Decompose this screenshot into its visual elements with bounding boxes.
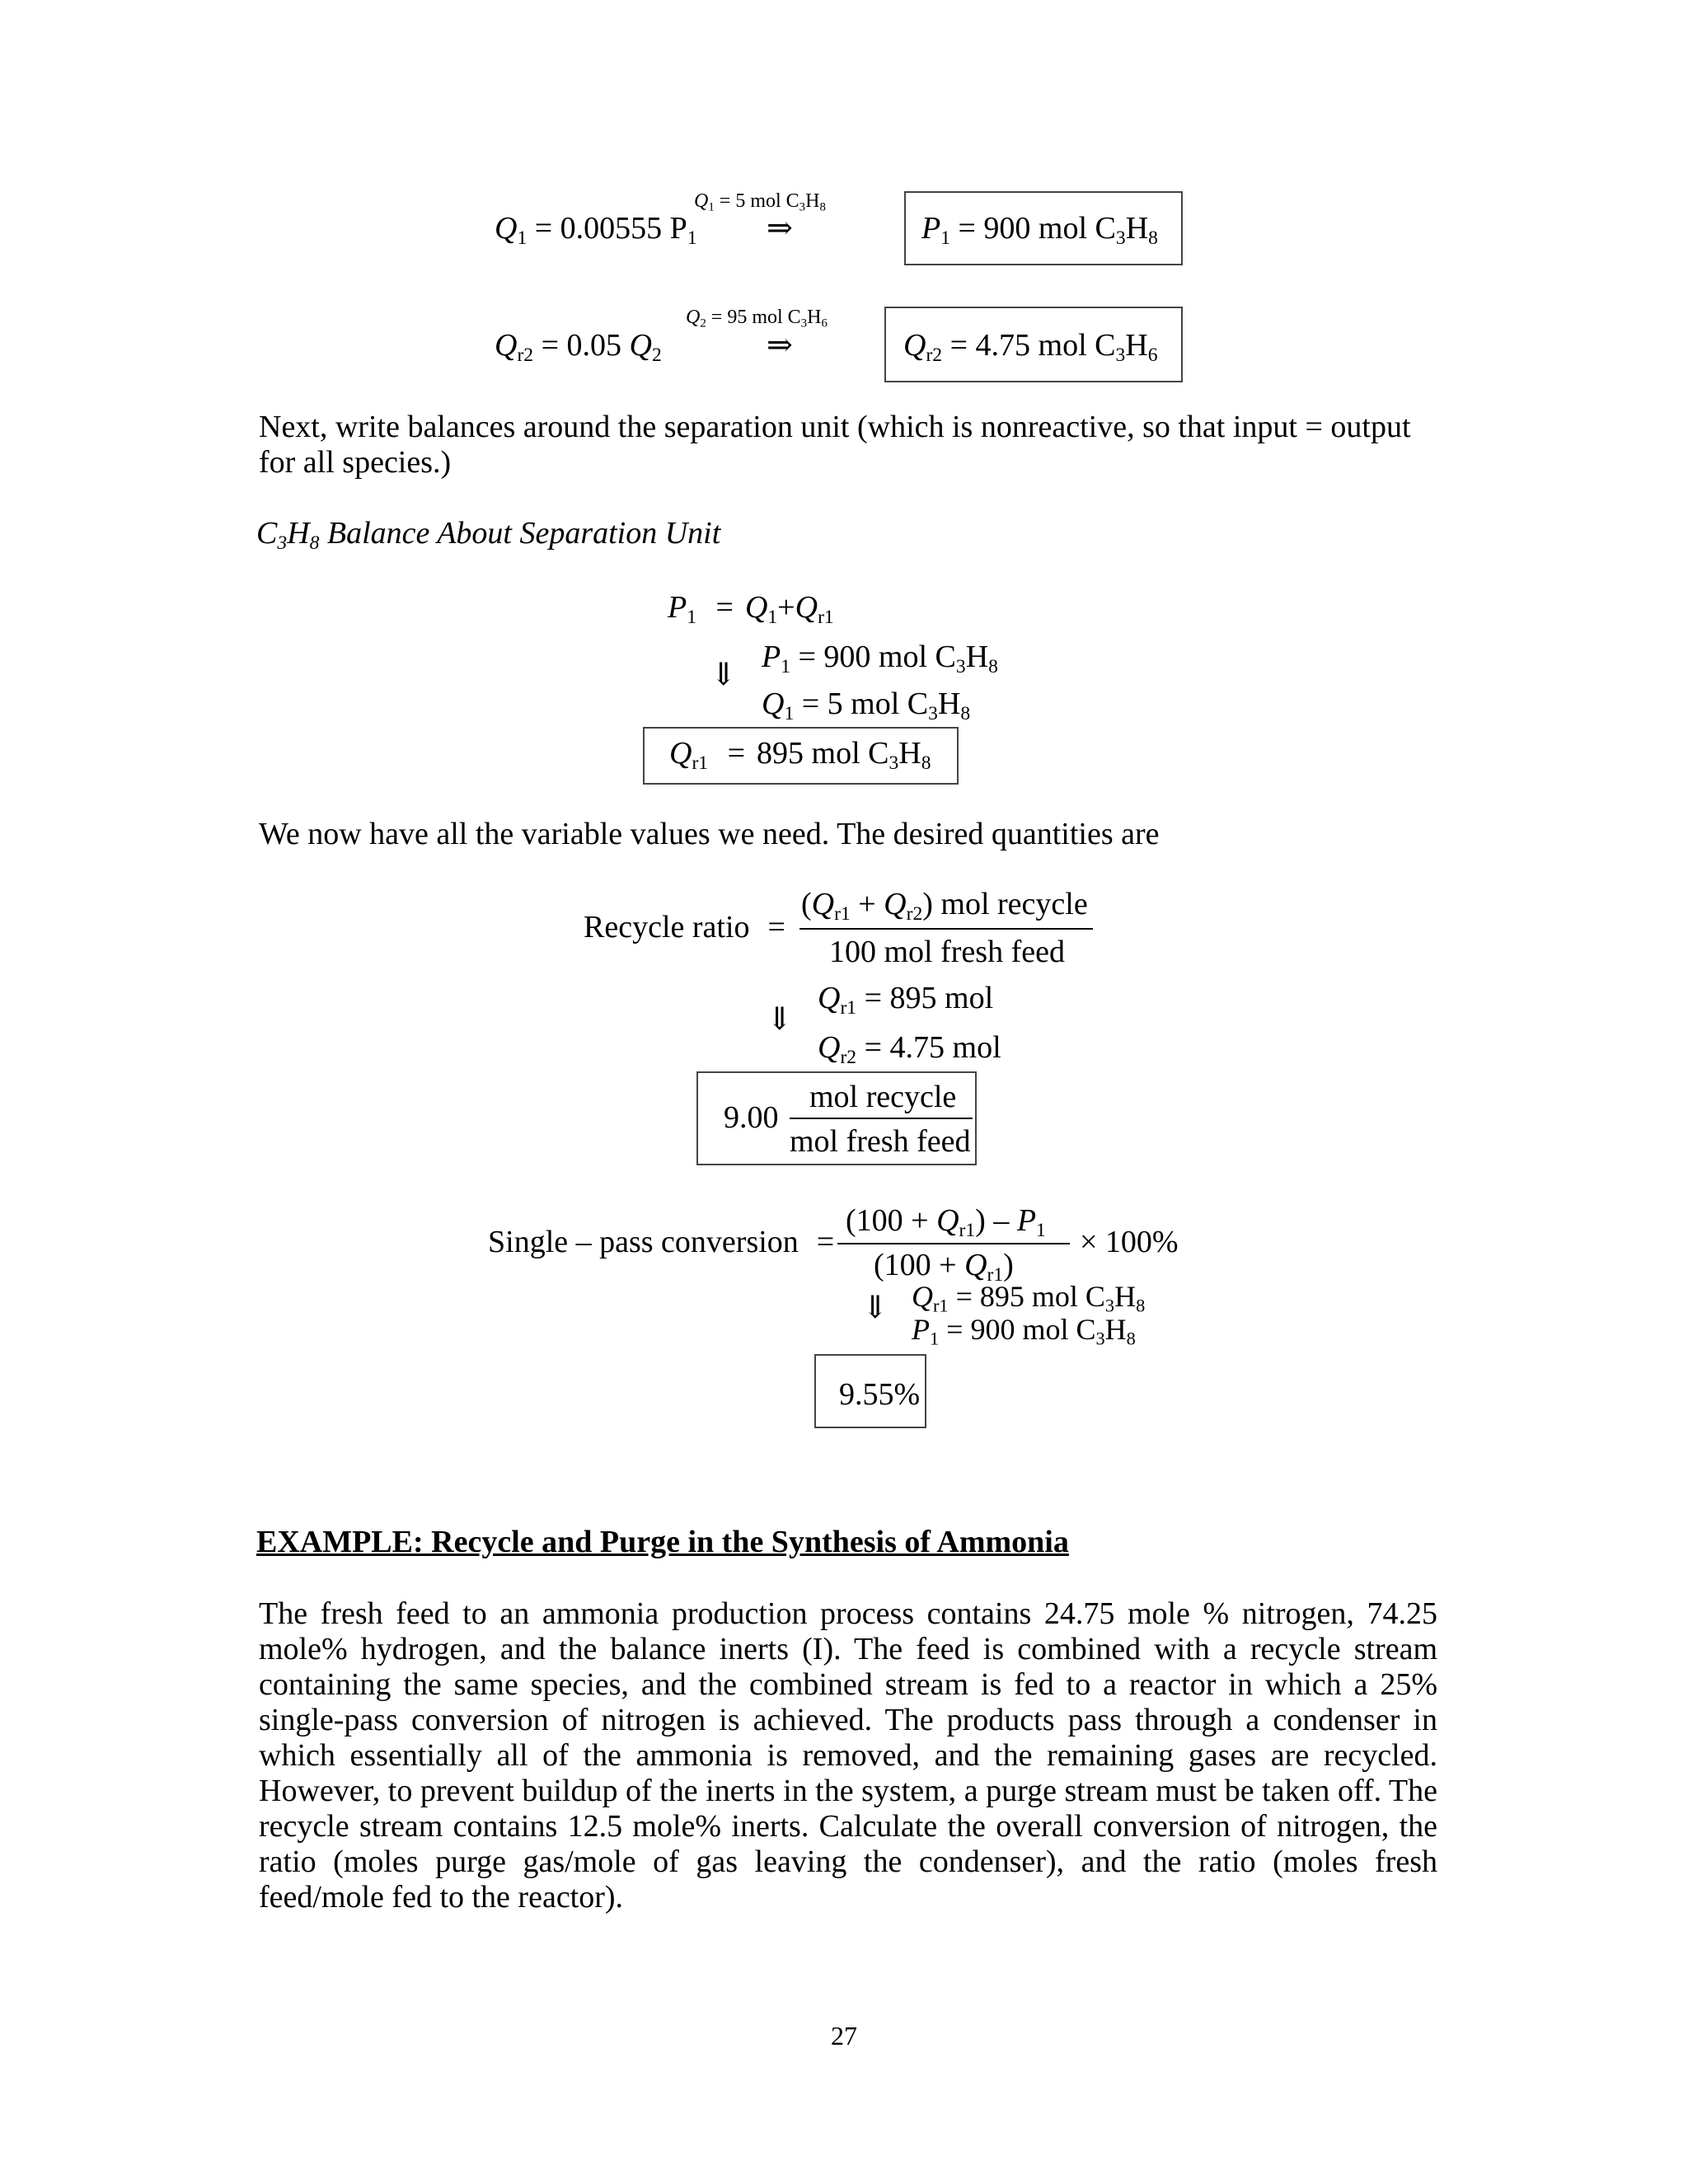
eq-var: Q	[744, 590, 768, 625]
eq-sub: r2	[926, 344, 943, 367]
recycle-given-qr2	[818, 1032, 1001, 1068]
eq-text: ) –	[975, 1203, 1017, 1238]
eq-text: = 5 mol C	[719, 190, 799, 212]
implies-arrow-icon: ⇒	[767, 328, 793, 363]
eq-text: H	[805, 190, 820, 212]
down-arrow-icon: ⇓	[862, 1291, 889, 1325]
heading-text: C	[256, 516, 278, 551]
eq-sub: r2	[517, 344, 534, 367]
fraction-bar	[799, 928, 1093, 930]
balance-given-q1	[762, 688, 970, 724]
eq-sub: 3	[889, 752, 899, 775]
eq-text: Recycle ratio	[584, 910, 750, 944]
eq-var: Q	[686, 307, 701, 328]
eq-var: Q	[762, 687, 785, 721]
eq-sub: r1	[692, 752, 709, 775]
balance-given-p1	[762, 641, 998, 677]
eq-text: Single – pass conversion	[488, 1225, 799, 1259]
eq-sub: r1	[834, 903, 851, 926]
eq-var: P	[912, 1313, 930, 1346]
eq-sub: 3	[928, 703, 938, 725]
eq-text: 895 mol C	[757, 736, 889, 771]
eq-sub: 1	[1036, 1220, 1046, 1242]
eq-sub: 1	[687, 227, 697, 250]
fraction-bar	[790, 1118, 973, 1119]
eq-text: = 900 mol C	[946, 1313, 1096, 1346]
eq-sub: r1	[959, 1220, 976, 1242]
recycle-given-qr1	[818, 982, 993, 1019]
eq-text: =	[816, 1225, 835, 1259]
eq-sub: 3	[1095, 1328, 1105, 1349]
eq-sub: 1	[940, 227, 950, 250]
heading-sub: 3	[277, 532, 288, 555]
eq-var: Q	[629, 328, 652, 363]
eq-text: H	[937, 687, 961, 721]
eq-var: P	[921, 211, 941, 246]
eq-var: Q	[495, 328, 518, 363]
single-pass-given-qr1	[912, 1282, 1145, 1315]
eq-sub: 6	[1147, 344, 1158, 367]
eq-var: Q	[811, 887, 835, 921]
single-pass-times-100: × 100%	[1080, 1225, 1179, 1259]
eq-sub: r1	[933, 1295, 949, 1316]
heading-text: Balance About Separation Unit	[319, 516, 721, 551]
eq1-result	[921, 213, 1158, 249]
eq-text: =	[767, 910, 785, 944]
eq-text: = 900 mol C	[798, 640, 956, 674]
eq-var: Q	[903, 328, 926, 363]
eq-sub: 6	[821, 316, 828, 330]
eq-text: H	[1125, 328, 1148, 363]
eq-sub: r2	[906, 903, 923, 926]
eq-text: = 0.00555 P	[534, 211, 687, 246]
eq-text: H	[1125, 211, 1149, 246]
eq-sub: 3	[1104, 1295, 1115, 1316]
single-pass-result: 9.55%	[839, 1377, 921, 1412]
eq-var: P	[668, 590, 687, 625]
eq-var: Q	[884, 887, 907, 921]
eq-sub: 8	[1148, 227, 1158, 250]
single-pass-label	[488, 1226, 834, 1258]
eq-sub: 1	[930, 1328, 940, 1349]
eq-text: H	[1114, 1280, 1137, 1313]
eq-text: H	[965, 640, 989, 674]
paragraph-ammonia-problem: The fresh feed to an ammonia production process contains 24.75 mole % nitrogen, 74.25 mole% hydrogen, and the balance inerts (I). The feed is combined with a recycle stream containing the same species, and the combined stream is fed to a reactor in which a 25% single-pass conversion of nitrogen is achieved. The products pass through a condenser in which essentially all of the ammonia is removed, and the remaining gases are recycled. However, to prevent buildup of the inerts in the system, a purge stream must be taken off. The recycle stream contains 12.5 mole% inerts. Calculate the overall conversion of nitrogen, the ratio (moles purge gas/mole of gas leaving the condenser), and the ratio (moles fresh feed/mole fed to the reactor).	[259, 1596, 1437, 1915]
eq-sub: 8	[819, 200, 826, 214]
recycle-ratio-label	[584, 912, 785, 943]
eq-text: +	[850, 887, 884, 921]
eq-var: Q	[818, 981, 841, 1015]
eq-var: Q	[669, 736, 692, 771]
eq-text: =	[715, 590, 734, 625]
single-pass-numerator	[846, 1205, 1046, 1241]
eq-var: Q	[818, 1030, 841, 1065]
eq-var: Q	[795, 590, 818, 625]
eq-text: = 4.75 mol	[864, 1030, 1001, 1065]
eq-text: = 4.75 mol C	[950, 328, 1116, 363]
eq-text: = 900 mol C	[958, 211, 1116, 246]
eq-sub: 3	[800, 316, 808, 330]
recycle-result-value: 9.00	[724, 1100, 779, 1135]
eq-sub: 1	[687, 607, 696, 629]
eq-text: ) mol recycle	[922, 887, 1088, 921]
eq-sub: 3	[799, 200, 806, 214]
fraction-bar	[837, 1243, 1070, 1244]
eq-var: Q	[964, 1248, 987, 1282]
eq-var: Q	[694, 190, 709, 212]
eq-sub: 8	[921, 752, 931, 775]
eq-text: (100 +	[874, 1248, 965, 1282]
eq-text: H	[807, 307, 822, 328]
eq-text: H	[898, 736, 921, 771]
eq-sub: 8	[960, 703, 971, 725]
eq-sub: 8	[1126, 1328, 1136, 1349]
eq-sub: 8	[988, 656, 998, 678]
paragraph-separation-intro: Next, write balances around the separation unit (which is nonreactive, so that input = output for all species.)	[259, 410, 1411, 480]
eq1-lhs	[495, 213, 697, 249]
eq2-condition	[686, 307, 828, 330]
eq-sub: r2	[840, 1047, 857, 1069]
eq-text: H	[1104, 1313, 1127, 1346]
recycle-result-denominator: mol fresh feed	[790, 1124, 971, 1159]
eq-sub: 1	[708, 200, 715, 214]
eq-text: = 895 mol	[864, 981, 994, 1015]
eq-sub: 1	[767, 607, 778, 629]
eq-text: +	[777, 590, 795, 625]
eq-sub: 8	[1136, 1295, 1146, 1316]
eq-text: = 0.05	[541, 328, 630, 363]
eq2-lhs	[495, 330, 662, 366]
eq-text: =	[727, 736, 746, 771]
section-heading-c3h8-balance	[256, 518, 720, 554]
balance-result	[669, 738, 931, 774]
eq-text: = 5 mol C	[801, 687, 929, 721]
eq-text: = 895 mol C	[955, 1280, 1105, 1313]
eq-var: P	[762, 640, 781, 674]
eq-sub: 1	[517, 227, 528, 250]
down-arrow-icon: ⇓	[710, 658, 737, 692]
eq-sub: 1	[784, 703, 795, 725]
eq-var: Q	[495, 211, 518, 246]
heading-sub: 8	[309, 532, 320, 555]
eq-var: Q	[912, 1280, 933, 1313]
eq-sub: r1	[840, 997, 857, 1019]
implies-arrow-icon: ⇒	[767, 211, 793, 246]
eq-sub: r1	[818, 607, 834, 629]
eq-var: Q	[936, 1203, 959, 1238]
eq-sub: 3	[1115, 227, 1126, 250]
eq-sub: r1	[987, 1264, 1004, 1286]
recycle-ratio-denominator: 100 mol fresh feed	[829, 935, 1065, 969]
eq-text: (	[801, 887, 812, 921]
eq-sub: 3	[955, 656, 966, 678]
eq2-result	[903, 330, 1158, 366]
recycle-result-numerator: mol recycle	[809, 1080, 957, 1114]
eq-text: (100 +	[846, 1203, 937, 1238]
page-number: 27	[831, 2021, 857, 2050]
recycle-ratio-numerator	[801, 888, 1088, 925]
eq-text: = 95 mol C	[710, 307, 801, 328]
eq-text: )	[1003, 1248, 1014, 1282]
eq-sub: 1	[781, 656, 790, 678]
heading-text: H	[287, 516, 310, 551]
eq-var: P	[1016, 1203, 1037, 1238]
eq-sub: 3	[1115, 344, 1126, 367]
eq-sub: 2	[700, 316, 706, 330]
example-heading: EXAMPLE: Recycle and Purge in the Synthesis of Ammonia	[256, 1525, 1069, 1559]
paragraph-desired-quantities: We now have all the variable values we need. The desired quantities are	[259, 817, 1160, 851]
balance-equation	[668, 592, 834, 628]
eq-sub: 2	[651, 344, 662, 367]
single-pass-given-p1	[912, 1315, 1136, 1348]
down-arrow-icon: ⇓	[767, 1002, 793, 1037]
eq1-condition	[694, 191, 826, 213]
